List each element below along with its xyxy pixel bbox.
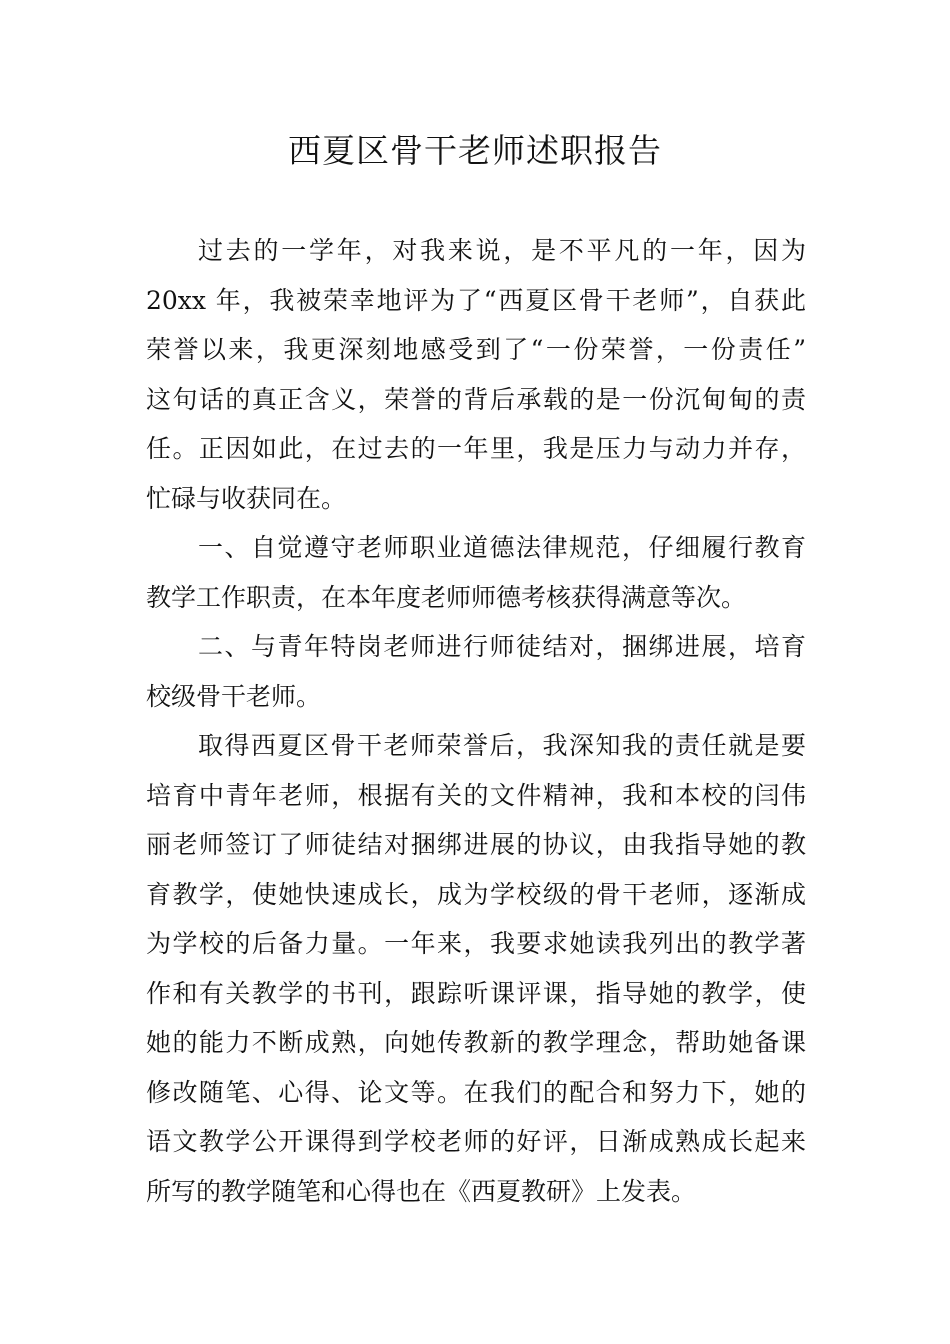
document-body (146, 226, 806, 1216)
paragraph-line: 为学校的后备力量。一年来，我要求她读我列出的教学著 (146, 929, 806, 958)
document-title: 西夏区骨干老师述职报告 (288, 131, 662, 170)
paragraph-line: 育教学，使她快速成长，成为学校级的骨干老师，逐渐成 (146, 879, 806, 909)
paragraph-line: 忙碌与收获同在。 (146, 483, 347, 513)
paragraph-line: 所写的教学随笔和心得也在《西夏教研》上发表。 (146, 1176, 697, 1206)
paragraph-line: 她的能力不断成熟，向她传教新的教学理念，帮助她备课 (146, 1028, 806, 1057)
paragraph-line: 作和有关教学的书刊，跟踪听课评课，指导她的教学，使 (146, 978, 806, 1008)
paragraph-line: 一、自觉遵守老师职业道德法律规范，仔细履行教育 (198, 533, 806, 562)
paragraph-line: 这句话的真正含义，荣誉的背后承载的是一份沉甸甸的责 (146, 384, 806, 414)
paragraph-line: 教学工作职责，在本年度老师师德考核获得满意等次。 (146, 582, 747, 612)
paragraph-line: 培育中青年老师，根据有关的文件精神，我和本校的闫伟 (146, 780, 806, 810)
paragraph-line: 过去的一学年，对我来说，是不平凡的一年，因为 (198, 236, 806, 265)
paragraph-line: 修改随笔、心得、论文等。在我们的配合和努力下，她的 (146, 1077, 806, 1107)
paragraph-line: 校级骨干老师。 (146, 681, 322, 711)
paragraph-line: 二、与青年特岗老师进行师徒结对，捆绑进展，培育 (198, 632, 806, 661)
paragraph-line: 语文教学公开课得到学校老师的好评，日渐成熟成长起来 (146, 1127, 806, 1156)
paragraph-line: 荣誉以来，我更深刻地感受到了“一份荣誉，一份责任” (146, 335, 806, 364)
paragraph-line: 取得西夏区骨干老师荣誉后，我深知我的责任就是要 (198, 731, 806, 760)
paragraph-line: 20xx 年，我被荣幸地评为了“西夏区骨干老师”，自获此 (146, 285, 806, 315)
paragraph-line: 任。正因如此，在过去的一年里，我是压力与动力并存， (146, 434, 806, 463)
paragraph-line: 丽老师签订了师徒结对捆绑进展的协议，由我指导她的教 (146, 830, 806, 859)
